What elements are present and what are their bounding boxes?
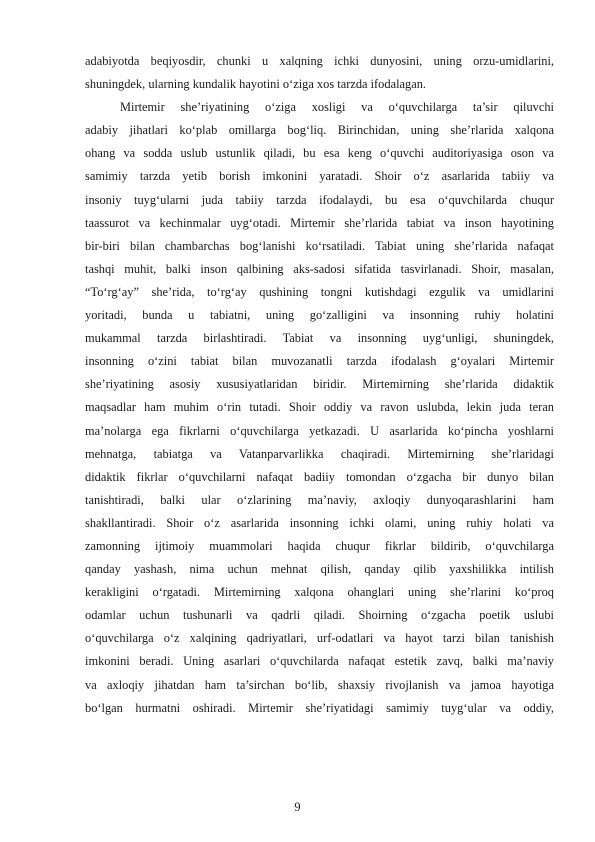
text-line: insonning o‘zini tabiat bilan muvozanatli tarzda ifodalash g‘oyalari Mirtemir [85, 354, 554, 369]
text-line: ohang va sodda uslub ustunlik qiladi, bu esa keng o‘quvchi auditoriyasiga oson va [85, 146, 554, 161]
text-line: bo‘lgan hurmatni oshiradi. Mirtemir she’riyatidagi samimiy tuyg‘ular va oddiy, [85, 700, 554, 715]
text-line: yoritadi, bunda u tabiatni, uning go‘zalligini va insonning ruhiy holatini [85, 308, 554, 323]
text-line: shuningdek, ularning kundalik hayotini o‘ziga xos tarzda ifodalagan. [85, 77, 426, 92]
text-line: bir-biri bilan chambarchas bog‘lanishi ko‘rsatiladi. Tabiat uning she’rlarida nafaqat [85, 238, 554, 253]
text-line: qanday yashash, nima uchun mehnat qilish, qanday qilib yaxshilikka intilish [85, 562, 554, 577]
text-line: adabiy jihatlari ko‘plab omillarga bog‘liq. Birinchidan, uning she’rlarida xalqona [85, 123, 554, 138]
text-line: she’riyatining asosiy xususiyatlaridan biridir. Mirtemirning she’rlarida didaktik [85, 377, 554, 392]
text-line: “To‘rg‘ay” she’rida, to‘rg‘ay qushining tongni kutishdagi ezgulik va umidlarini [85, 284, 554, 299]
text-line: tanishtiradi, balki ular o‘zlarining ma’naviy, axloqiy dunyoqarashlarini ham [85, 492, 554, 507]
text-line: kerakligini o‘rgatadi. Mirtemirning xalqona ohanglari uning she’rlarini ko‘proq [85, 585, 554, 600]
text-line: va axloqiy jihatdan ham ta’sirchan bo‘lib, shaxsiy rivojlanish va jamoa hayotiga [85, 677, 554, 692]
text-line: shakllantiradi. Shoir o‘z asarlarida insonning ichki olami, uning ruhiy holati va [85, 515, 554, 530]
text-line: Mirtemir she’riyatining o‘ziga xosligi va o‘quvchilarga ta’sir qiluvchi [120, 100, 554, 115]
text-line: mehnatga, tabiatga va Vatanparvarlikka chaqiradi. Mirtemirning she’rlaridagi [85, 446, 554, 461]
text-line: insoniy tuyg‘ularni juda tabiiy tarzda ifodalaydi, bu esa o‘quvchilarda chuqur [85, 192, 554, 207]
text-line: samimiy tarzda yetib borish imkonini yaratadi. Shoir o‘z asarlarida tabiiy va [85, 169, 554, 184]
text-line: taassurot va kechinmalar uyg‘otadi. Mirtemir she’rlarida tabiat va inson hayotining [85, 215, 554, 230]
page-number: 9 [294, 800, 301, 814]
text-line: tashqi muhit, balki inson qalbining aks-sadosi sifatida tasvirlanadi. Shoir, masalan, [85, 261, 554, 276]
body-text [85, 50, 554, 720]
text-line: o‘quvchilarga o‘z xalqining qadriyatlari, urf-odatlari va hayot tarzi bilan tanishish [85, 631, 554, 646]
text-line: maqsadlar ham muhim o‘rin tutadi. Shoir oddiy va ravon uslubda, lekin juda teran [85, 400, 554, 415]
text-line: zamonning ijtimoiy muammolari haqida chuqur fikrlar bildirib, o‘quvchilarga [85, 538, 554, 553]
text-line: ma’nolarga ega fikrlarni o‘quvchilarga yetkazadi. U asarlarida ko‘pincha yoshlarni [85, 423, 554, 438]
text-line: adabiyotda beqiyosdir, chunki u xalqning ichki dunyosini, uning orzu-umidlarini, [85, 54, 554, 68]
text-line: odamlar uchun tushunarli va qadrli qiladi. Shoirning o‘zgacha poetik uslubi [85, 608, 554, 623]
text-line: imkonini beradi. Uning asarlari o‘quvchilarda nafaqat estetik zavq, balki ma’naviy [85, 654, 554, 669]
text-line: mukammal tarzda birlashtiradi. Tabiat va insonning uyg‘unligi, shuningdek, [85, 331, 554, 346]
text-line: didaktik fikrlar o‘quvchilarni nafaqat badiiy tomondan o‘zgacha bir dunyo bilan [85, 469, 554, 484]
